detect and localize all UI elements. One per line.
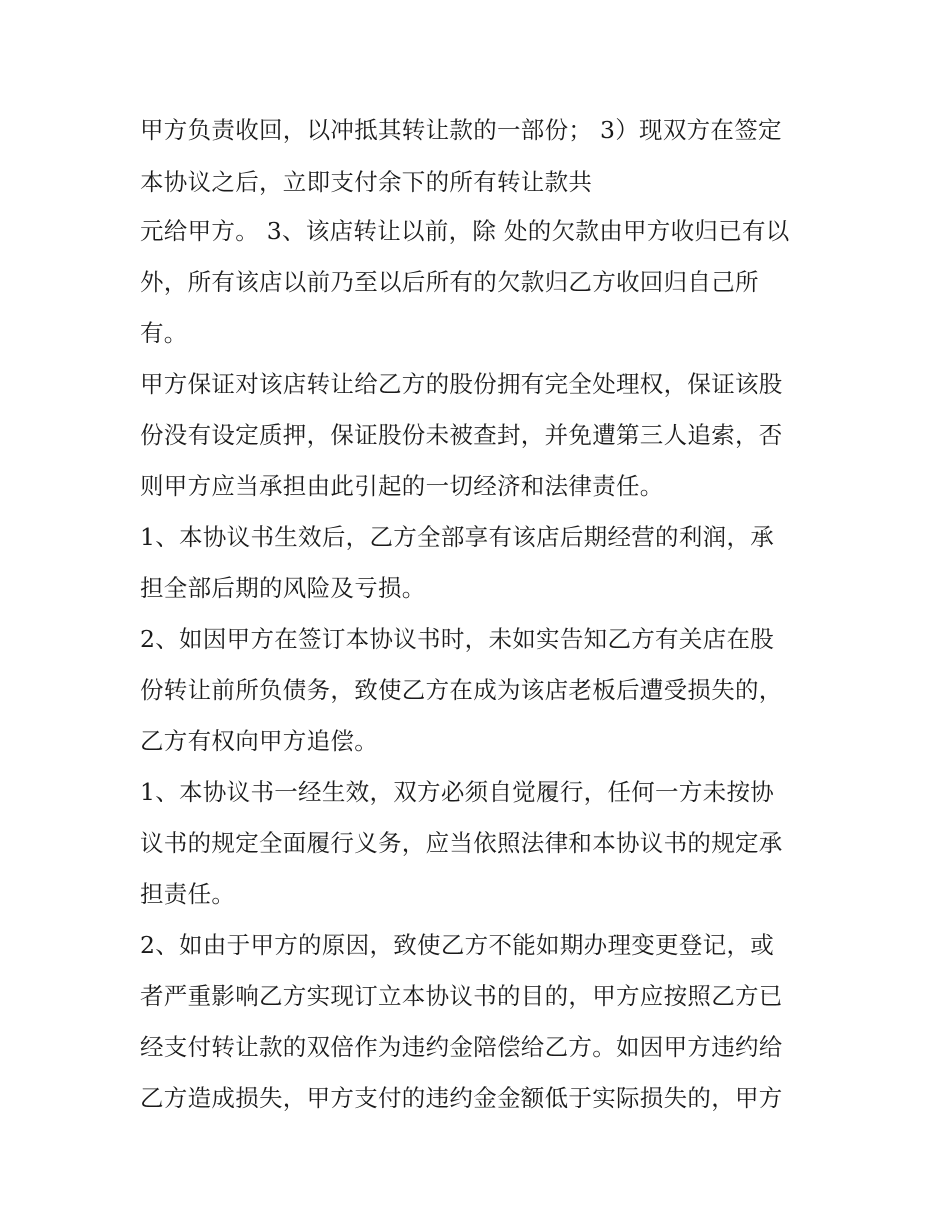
text-line: 经支付转让款的双倍作为违约金陪偿给乙方。如因甲方违约给 [140, 1033, 783, 1061]
text-line: 2、如由于甲方的原因，致使乙方不能如期办理变更登记，或 [140, 931, 775, 959]
text-line: 份没有设定质押，保证股份未被查封，并免遭第三人追索，否 [140, 421, 783, 449]
text-line: 担全部后期的风险及亏损。 [140, 574, 426, 602]
text-line: 乙方有权向甲方追偿。 [140, 727, 378, 755]
text-line: 有。 [140, 319, 188, 347]
text-line: 甲方负责收回，以冲抵其转让款的一部份； 3）现双方在签定 [140, 116, 782, 144]
text-line: 份转让前所负债务，致使乙方在成为该店老板后遭受损失的， [140, 676, 783, 704]
text-line: 元给甲方。 3、该店转让以前，除 处的欠款由甲方收归已有以 [140, 217, 790, 245]
text-line: 乙方造成损失，甲方支付的违约金金额低于实际损失的，甲方 [140, 1084, 783, 1112]
text-line: 甲方保证对该店转让给乙方的股份拥有完全处理权，保证该股 [140, 370, 783, 398]
text-line: 外，所有该店以前乃至以后所有的欠款归乙方收回归自己所 [140, 268, 759, 296]
text-line: 则甲方应当承担由此引起的一切经济和法律责任。 [140, 472, 664, 500]
text-line: 者严重影响乙方实现订立本协议书的目的，甲方应按照乙方已 [140, 982, 783, 1010]
text-line: 1、本协议书一经生效，双方必须自觉履行，任何一方未按协 [140, 778, 775, 806]
text-line: 议书的规定全面履行义务，应当依照法律和本协议书的规定承 [140, 829, 783, 857]
text-line: 2、如因甲方在签订本协议书时，未如实告知乙方有关店在股 [140, 625, 775, 653]
text-line: 本协议之后，立即支付余下的所有转让款共 [140, 168, 593, 196]
text-line: 担责任。 [140, 880, 236, 908]
text-line: 1、本协议书生效后，乙方全部享有该店后期经营的利润，承 [140, 523, 775, 551]
